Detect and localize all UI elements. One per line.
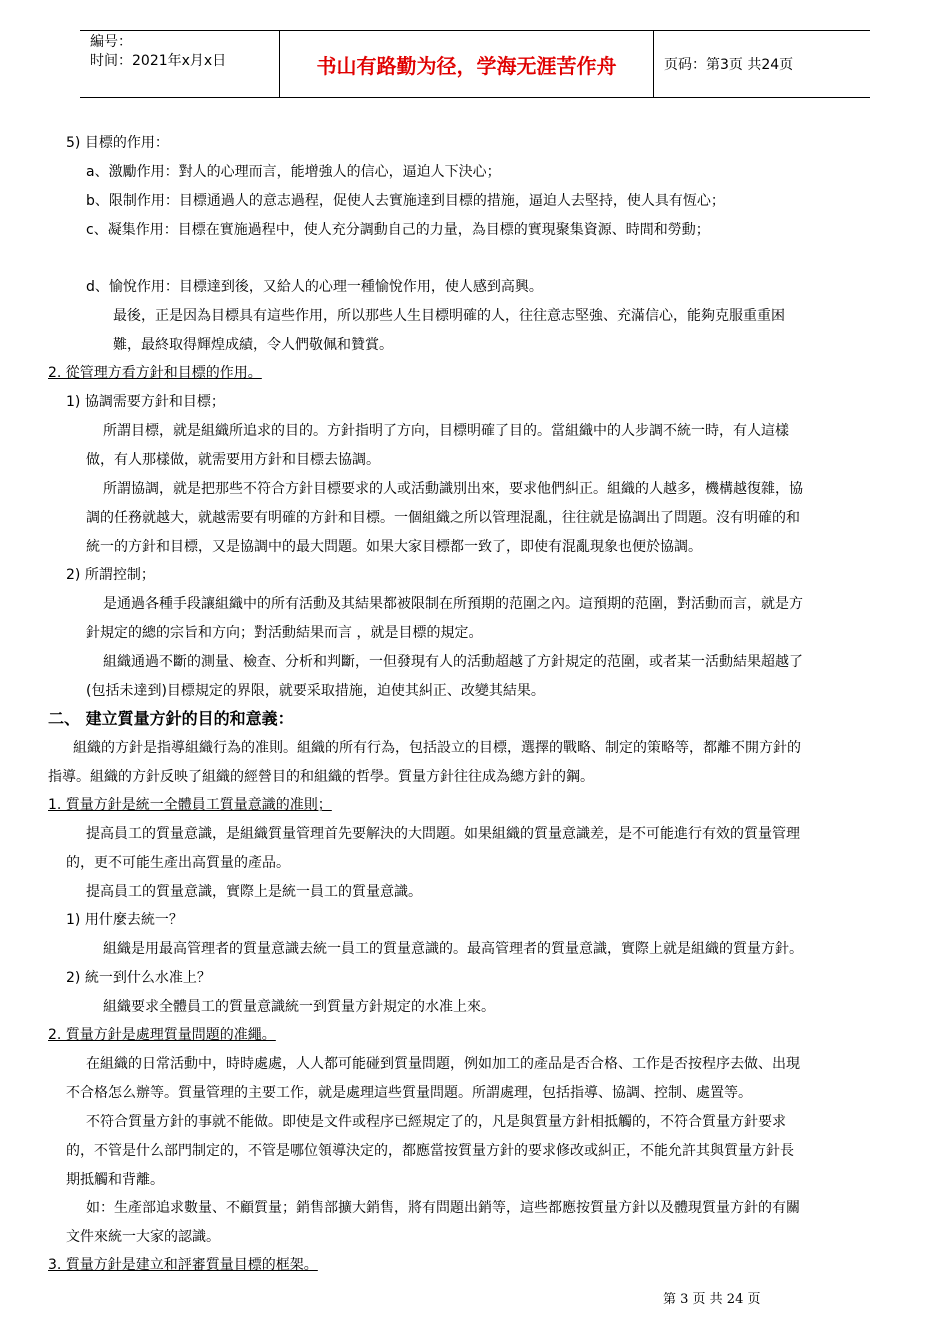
section-heading: 2. 質量方針是處理質量問題的准繩。	[48, 1027, 276, 1043]
subsection-heading: 2) 所謂控制；	[66, 567, 155, 583]
text-line: 文件來統一大家的認識。	[66, 1229, 220, 1245]
text-line: 組織的方針是指導組織行為的准則。組織的所有行為，包括設立的目標，選擇的戰略、制定的策略等，都離不開方針的	[73, 740, 801, 756]
text-line: 在組織的日常活動中，時時處處，人人都可能碰到質量問題，例如加工的產品是否合格、工作是否按程序去做、出現	[86, 1056, 800, 1072]
page-footer: 第 3 页 共 24 页	[663, 1292, 761, 1307]
section-heading: 1. 質量方針是統一全體員工質量意識的准則；	[48, 797, 332, 813]
text-line: 的，不管是什么部門制定的，不管是哪位領導決定的，都應當按質量方針的要求修改或糾正，不能允許其與質量方針長	[66, 1143, 794, 1159]
subsection-heading: 1) 用什麼去統一？	[66, 912, 183, 928]
document-time-label: 时间：2021年x月x日	[90, 53, 227, 69]
text-line: 組織通過不斷的測量、檢查、分析和判斷，一但發現有人的活動超越了方針規定的范圍，或者某一活動結果超越了	[103, 654, 803, 670]
text-line: b、限制作用：目標通過人的意志過程，促使人去實施達到目標的措施，逼迫人去堅持，使人具有恆心；	[86, 193, 725, 209]
text-line: 不合格怎么辦等。質量管理的主要工作，就是處理這些質量問題。所謂處理，包括指導、協調、控制、處置等。	[66, 1085, 752, 1101]
document-number-label: 編号：	[90, 34, 132, 50]
text-line: 調的任務就越大，就越需要有明確的方針和目標。一個組織之所以管理混亂，往往就是協調出了問題。沒有明確的和	[86, 510, 800, 526]
text-line: 如：生產部追求數量、不顧質量；銷售部擴大銷售，將有問題出銷等，這些都應按質量方針以及體現質量方針的有關	[86, 1200, 800, 1216]
text-line: 提高員工的質量意識，是組織質量管理首先要解決的大問題。如果組織的質量意識差，是不可能進行有效的質量管理	[86, 826, 800, 842]
header-page-info: 页码：第3页 共24页	[664, 57, 794, 73]
text-line: (包括未達到)目標規定的界限，就要采取措施，迫使其糾正、改變其結果。	[86, 683, 545, 699]
chapter-heading: 二、 建立質量方針的目的和意義：	[48, 709, 294, 728]
text-line: d、愉悅作用：目標達到後，又給人的心理一種愉悅作用，使人感到高興。	[86, 279, 543, 295]
text-line: 統一的方針和目標，又是協調中的最大問題。如果大家目標都一致了，即使有混亂現象也便於協調。	[86, 539, 702, 555]
text-line: 組織是用最高管理者的質量意識去統一員工的質量意識的。最高管理者的質量意識，實際上就是組織的質量方針。	[103, 941, 803, 957]
section-heading: 2. 從管理方看方針和目標的作用。	[48, 365, 262, 381]
text-line: 提高員工的質量意識，實際上是統一員工的質量意識。	[86, 884, 422, 900]
text-line: 做，有人那樣做，就需要用方針和目標去協調。	[86, 452, 380, 468]
text-line: 所謂目標，就是組織所追求的目的。方針指明了方向，目標明確了目的。當組織中的人步調不統一時，有人這樣	[103, 423, 789, 439]
text-line: c、凝集作用：目標在實施過程中，使人充分調動自己的力量，為目標的實現聚集資源、時間和勞動；	[86, 222, 710, 238]
text-line: 最後，正是因為目標具有這些作用，所以那些人生目標明確的人，往往意志堅強、充滿信心，能夠克服重重困	[113, 308, 785, 324]
text-line: 難，最終取得輝煌成績，令人們敬佩和贊賞。	[113, 337, 393, 353]
text-line: 的，更不可能生產出高質量的產品。	[66, 855, 290, 871]
text-line: 所謂協調，就是把那些不符合方針目標要求的人或活動識別出來，要求他們糾正。組織的人越多，機構越復雜，協	[103, 481, 803, 497]
text-line: 是通過各種手段讓組織中的所有活動及其結果都被限制在所預期的范圍之內。這預期的范圍，對活動而言，就是方	[103, 596, 803, 612]
text-line: a、激勵作用：對人的心理而言，能增強人的信心，逼迫人下決心；	[86, 164, 501, 180]
text-line: 期抵觸和背離。	[66, 1172, 164, 1188]
subsection-heading: 1) 協調需要方針和目標；	[66, 394, 225, 410]
subsection-heading: 2) 統一到什么水准上？	[66, 970, 211, 986]
text-line: 5) 目標的作用：	[66, 135, 169, 151]
text-line: 不符合質量方針的事就不能做。即使是文件或程序已經規定了的，凡是與質量方針相抵觸的，不符合質量方針要求	[86, 1114, 786, 1130]
header-motto: 书山有路勤为径，学海无涯苦作舟	[280, 31, 654, 97]
header-info-cell	[80, 31, 280, 97]
text-line: 指導。組織的方針反映了組織的經營目的和組織的哲學。質量方針往往成為總方針的鋼。	[48, 769, 594, 785]
page-header	[80, 30, 870, 98]
text-line: 針規定的總的宗旨和方向；對活動結果而言 ，就是目標的規定。	[86, 625, 483, 641]
text-line: 組織要求全體員工的質量意識統一到質量方針規定的水准上來。	[103, 999, 495, 1015]
section-heading: 3. 質量方針是建立和評審質量目標的框架。	[48, 1257, 318, 1273]
